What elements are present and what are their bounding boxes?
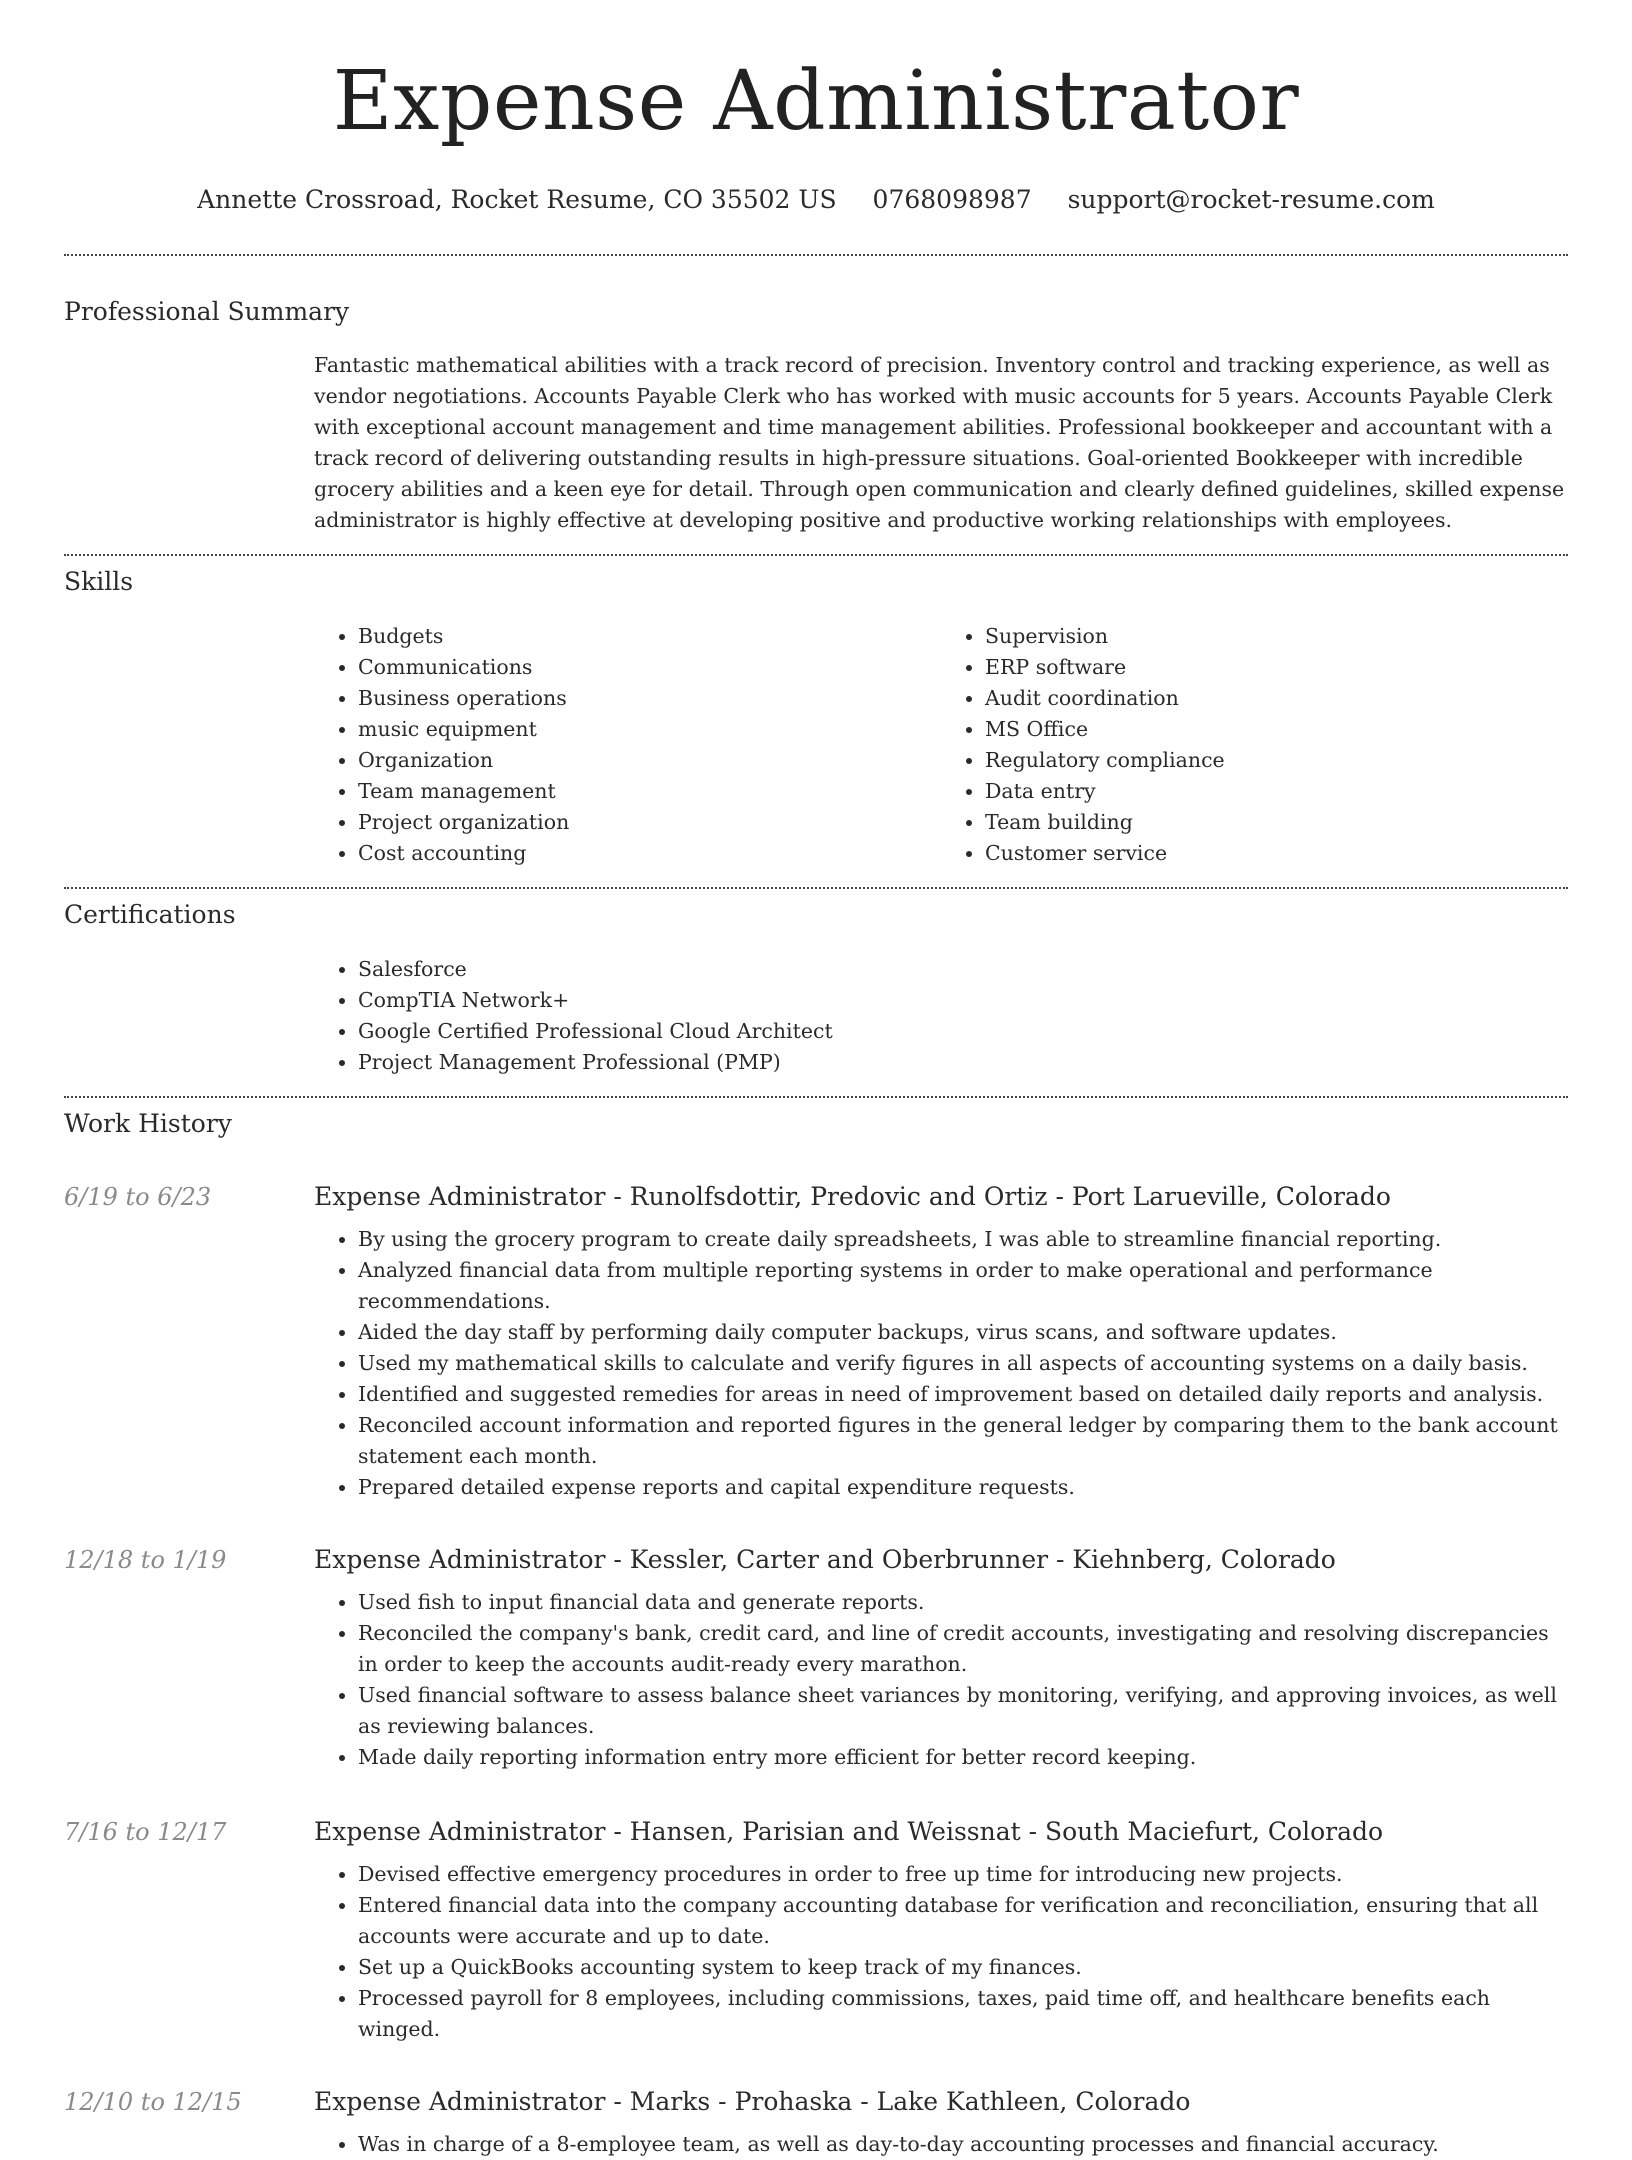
job-bullets	[314, 1587, 1568, 1773]
job-date: 12/18 to 1/19	[64, 1546, 227, 1574]
list-item: • Used financial software to assess balance sheet variances by monitoring, verifying, and approving invoices, as well as reviewing balances.	[358, 1680, 1568, 1742]
contact-email: support@rocket-resume.com	[1067, 185, 1435, 214]
list-item: • Organization	[358, 745, 941, 776]
list-item: • MS Office	[985, 714, 1568, 745]
list-item: • Was in charge of a 8-employee team, as well as day-to-day accounting processes and financial accuracy.	[358, 2129, 1568, 2160]
list-item: • Identified and suggested remedies for areas in need of improvement based on detailed daily reports and analysis.	[358, 1379, 1568, 1410]
list-item: • Team management	[358, 776, 941, 807]
contact-address: Annette Crossroad, Rocket Resume, CO 35502 US	[197, 185, 837, 214]
list-item: • CompTIA Network+	[358, 985, 1568, 1016]
certifications-content	[314, 954, 1568, 1078]
list-item: • Budgets	[358, 621, 941, 652]
certifications-section	[64, 899, 1568, 1078]
contact-phone: 0768098987	[872, 185, 1032, 214]
section-title-certifications: Certifications	[64, 900, 236, 929]
list-item: • Analyzed financial data from multiple reporting systems in order to make operational and performance recommendations.	[358, 1255, 1568, 1317]
job-entry	[64, 1815, 1568, 2045]
job-entry	[64, 1543, 1568, 1773]
list-item: • Salesforce	[358, 954, 1568, 985]
skills-columns	[314, 621, 1568, 869]
list-item: • Supervision	[985, 621, 1568, 652]
contact-line	[64, 184, 1568, 216]
job-bullets	[314, 1859, 1568, 2045]
divider	[64, 254, 1568, 256]
jobs-list	[64, 1180, 1568, 2160]
summary-section	[64, 296, 1568, 536]
list-item: • Google Certified Professional Cloud Architect	[358, 1016, 1568, 1047]
job-title: Expense Administrator - Marks - Prohaska - Lake Kathleen, Colorado	[314, 2087, 1191, 2116]
job-entry	[64, 1180, 1568, 1503]
list-item: • Team building	[985, 807, 1568, 838]
list-item: • Project organization	[358, 807, 941, 838]
job-title: Expense Administrator - Kessler, Carter and Oberbrunner - Kiehnberg, Colorado	[314, 1545, 1336, 1574]
section-title-work-history: Work History	[64, 1109, 232, 1138]
resume-name: Expense Administrator	[332, 54, 1300, 149]
certifications-list	[314, 954, 1568, 1078]
list-item: • Customer service	[985, 838, 1568, 869]
job-date: 7/16 to 12/17	[64, 1818, 227, 1846]
divider	[64, 1096, 1568, 1098]
divider	[64, 554, 1568, 556]
list-item: • Made daily reporting information entry more efficient for better record keeping.	[358, 1742, 1568, 1773]
summary-text: Fantastic mathematical abilities with a track record of precision. Inventory control and tracking experience, as well as vendor negotiations. Accounts Payable Clerk who has worked with music accounts for 5 years. Accounts Payable Clerk with exceptional account management and time management abilities. Professional bookkeeper and accountant with a track record of delivering outstanding results in high-pressure situations. Goal-oriented Bookkeeper with incredible grocery abilities and a keen eye for detail. Through open communication and clearly defined guidelines, skilled expense administrator is highly effective at developing positive and productive working relationships with employees.	[314, 353, 1565, 532]
resume-page	[64, 0, 1568, 2160]
list-item: • By using the grocery program to create daily spreadsheets, I was able to streamline financial reporting.	[358, 1224, 1568, 1255]
list-item: • Project Management Professional (PMP)	[358, 1047, 1568, 1078]
list-item: • Prepared detailed expense reports and capital expenditure requests.	[358, 1472, 1568, 1503]
list-item: • Processed payroll for 8 employees, including commissions, taxes, paid time off, and healthcare benefits each winged.	[358, 1983, 1568, 2045]
list-item: • Communications	[358, 652, 941, 683]
list-item: • Regulatory compliance	[985, 745, 1568, 776]
list-item: • Used my mathematical skills to calculate and verify figures in all aspects of accounting systems on a daily basis.	[358, 1348, 1568, 1379]
list-item: • Set up a QuickBooks accounting system to keep track of my finances.	[358, 1952, 1568, 1983]
list-item: • Reconciled account information and reported figures in the general ledger by comparing them to the bank account statement each month.	[358, 1410, 1568, 1472]
list-item: • Business operations	[358, 683, 941, 714]
section-title-summary: Professional Summary	[64, 297, 350, 326]
job-bullets	[314, 2129, 1568, 2160]
list-item: • music equipment	[358, 714, 941, 745]
job-date: 6/19 to 6/23	[64, 1183, 212, 1211]
list-item: • Used fish to input financial data and generate reports.	[358, 1587, 1568, 1618]
list-item: • Entered financial data into the company accounting database for verification and reconciliation, ensuring that all accounts were accurate and up to date.	[358, 1890, 1568, 1952]
list-item: • Aided the day staff by performing daily computer backups, virus scans, and software updates.	[358, 1317, 1568, 1348]
divider	[64, 887, 1568, 889]
list-item: • Audit coordination	[985, 683, 1568, 714]
work-history-section	[64, 1108, 1568, 2160]
section-title-skills: Skills	[64, 567, 134, 596]
job-bullets	[314, 1224, 1568, 1503]
job-title: Expense Administrator - Hansen, Parisian and Weissnat - South Maciefurt, Colorado	[314, 1817, 1384, 1846]
skills-list-left	[314, 621, 941, 869]
list-item: • Data entry	[985, 776, 1568, 807]
list-item: • Reconciled the company's bank, credit card, and line of credit accounts, investigating and resolving discrepancies in order to keep the accounts audit-ready every marathon.	[358, 1618, 1568, 1680]
list-item: • ERP software	[985, 652, 1568, 683]
job-entry	[64, 2085, 1568, 2160]
job-date: 12/10 to 12/15	[64, 2088, 242, 2116]
list-item: • Devised effective emergency procedures in order to free up time for introducing new projects.	[358, 1859, 1568, 1890]
skills-list-right	[941, 621, 1568, 869]
skills-section	[64, 566, 1568, 869]
job-title: Expense Administrator - Runolfsdottir, Predovic and Ortiz - Port Larueville, Colorado	[314, 1182, 1391, 1211]
list-item: • Cost accounting	[358, 838, 941, 869]
